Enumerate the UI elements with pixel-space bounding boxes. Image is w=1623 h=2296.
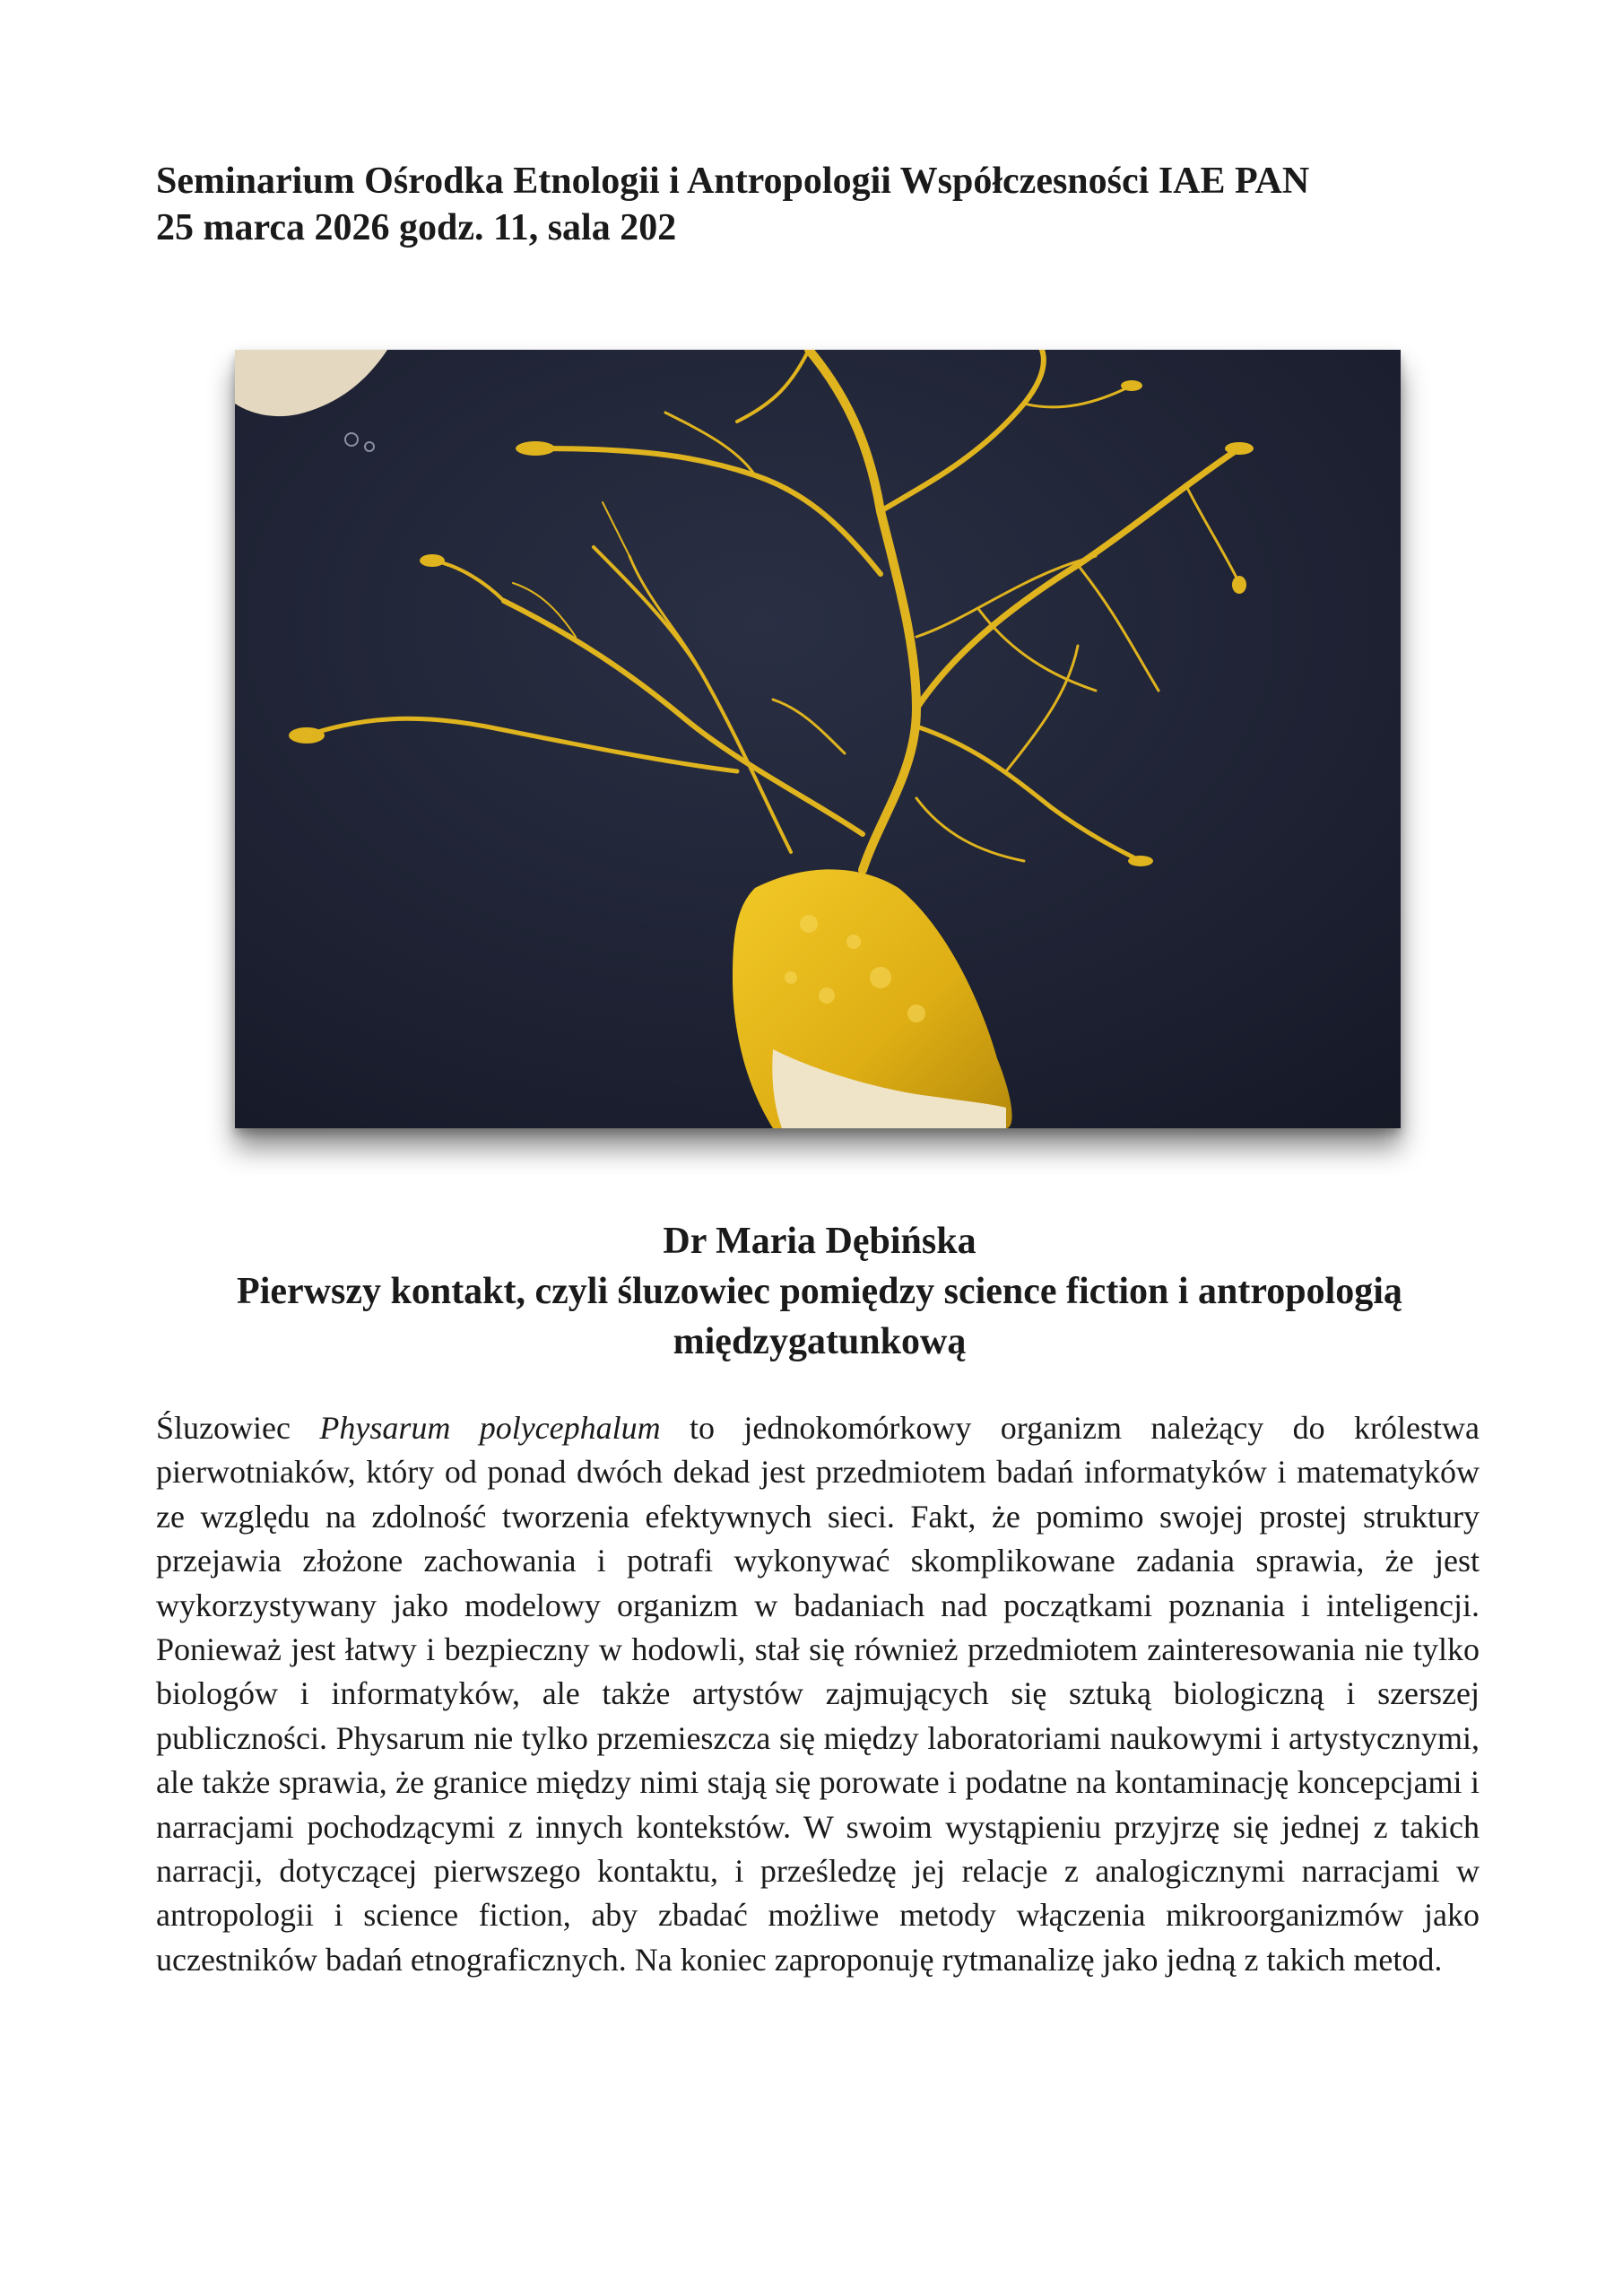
talk-title-line1: Pierwszy kontakt, czyli śluzowiec pomiędzy science fiction i antropologią xyxy=(237,1271,1402,1312)
seminar-date-time-room: 25 marca 2026 godz. 11, sala 202 xyxy=(156,207,677,248)
talk-title-line2: międzygatunkową xyxy=(673,1321,967,1362)
abstract-body: to jednokomórkowy organizm należący do królestwa pierwotniaków, który od ponad dwóch dekad jest przedmiotem badań informatyków i matematyków ze względu na zdolność tworzenia efektywnych sieci. Fakt, że pomimo swojej prostej struktury przejawia złożone zachowania i potrafi wykonywać skomplikowane zadania sprawia, że jest wykorzystywany jako modelowy organizm w badaniach nad początkami poznania i inteligencji. Ponieważ jest łatwy i bezpieczny w hodowli, stał się również przedmiotem zainteresowania nie tylko biologów i informatyków, ale także artystów zajmujących się sztuką biologiczną i szerszej publiczności. Physarum nie tylko przemieszcza się między laboratoriami naukowymi i artystycznymi, ale także sprawia, że granice między nimi stają się porowate i podatne na kontaminację koncepcjami i narracjami pochodzącymi z innych kontekstów. W swoim wystąpieniu przyjrzę się jednej z takich narracji, dotyczącej pierwszego kontaktu, i prześledzę jej relacje z analogicznymi narracjami w antropologii i science fiction, aby zbadać możliwe metody włączenia mikroorganizmów jako uczestników badań etnograficznych. Na koniec zaproponuję rytmanalizę jako jedną z takich metod. xyxy=(156,1410,1480,1978)
species-name: Physarum polycephalum xyxy=(319,1410,661,1446)
speaker-name: Dr Maria Dębińska xyxy=(663,1221,976,1262)
abstract-paragraph xyxy=(156,1406,1480,1982)
talk-title-block xyxy=(156,1216,1483,1367)
slime-mold-illustration xyxy=(235,350,1401,1128)
seminar-header xyxy=(156,158,1483,251)
seminar-name: Seminarium Ośrodka Etnologii i Antropologii Współczesności IAE PAN xyxy=(156,161,1310,202)
slime-mold-photo xyxy=(235,350,1401,1128)
abstract-lead: Śluzowiec xyxy=(156,1410,320,1446)
